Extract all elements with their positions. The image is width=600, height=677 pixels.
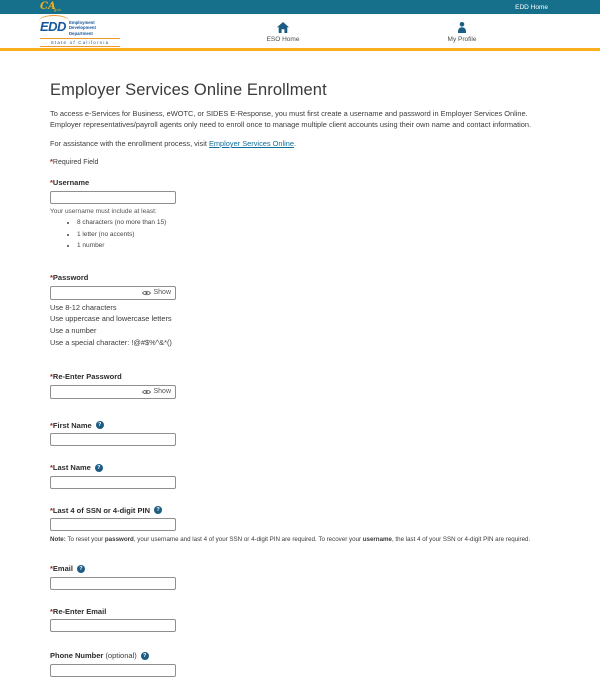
edd-acronym: EDD [40,19,66,34]
username-input[interactable] [50,191,176,204]
person-icon [422,21,502,33]
email-help-icon[interactable]: ? [77,565,85,573]
employer-services-online-link[interactable]: Employer Services Online [208,139,294,149]
username-rule: • 1 number [77,242,550,249]
email-field-group [50,564,550,590]
reenter-password-field-group [50,372,550,399]
username-field-group [50,178,550,249]
first-name-input[interactable] [50,433,176,446]
main-content [0,51,600,677]
phone-label: Phone Number (optional) [50,651,137,661]
edd-home-link[interactable]: EDD Home [515,3,548,11]
password-label: *Password [50,273,89,283]
edd-dept-lines: Employment Development Department [68,19,96,36]
password-field-group [50,273,550,347]
assistance-text: For assistance with the enrollment process, visit Employer Services Online. [50,139,297,149]
eye-icon [142,290,151,296]
phone-field-group [50,651,550,677]
required-field-note: *Required Field [50,157,99,167]
password-input-wrap [50,286,176,300]
username-rules-list [50,219,550,249]
password-rule: Use 8-12 characters [50,302,117,312]
reenter-email-field-group [50,607,550,633]
first-name-help-icon[interactable]: ? [96,421,104,429]
email-input[interactable] [50,577,176,590]
ssn-pin-input[interactable] [50,518,176,531]
nav-eso-home[interactable] [243,21,323,43]
reenter-password-input[interactable] [51,386,140,398]
ca-gov-sub: gov [53,6,62,12]
home-icon [243,21,323,33]
eye-icon [142,389,151,395]
email-label: *Email [50,564,73,574]
brand-band [0,14,600,51]
last-name-help-icon[interactable]: ? [95,464,103,472]
ca-gov-script: CA [40,1,56,12]
username-label: *Username [50,178,90,188]
intro-text: To access e-Services for Business, eWOTC, or SIDES E-Response, you must first create a username and password in Employer Services Online. Employer representatives/payroll agents only need to enroll once to manage multiple client accounts using their own name and contact information. [50,109,532,129]
last-name-input[interactable] [50,476,176,489]
first-name-field-group [50,421,550,447]
ssn-pin-label: *Last 4 of SSN or 4-digit PIN [50,505,151,515]
edd-logo[interactable] [40,18,120,47]
first-name-label: *First Name [50,420,92,430]
ca-gov-logo[interactable] [40,2,62,12]
phone-help-icon[interactable]: ? [141,652,149,660]
reenter-email-input[interactable] [50,619,176,632]
last-name-field-group [50,463,550,489]
reenter-password-input-wrap [50,385,176,399]
nav-my-profile-label: My Profile [447,36,477,43]
password-rule: Use a number [50,326,97,336]
utility-bar [0,0,600,14]
password-input[interactable] [51,287,140,299]
last-name-label: *Last Name [50,463,91,473]
page-title: Employer Services Online Enrollment [50,81,327,99]
nav-my-profile[interactable] [422,21,502,43]
username-rule: • 1 letter (no accents) [77,231,550,238]
username-rules-intro: Your username must include at least: [50,207,157,215]
reenter-password-label: *Re-Enter Password [50,372,122,382]
username-rule: • 8 characters (no more than 15) [77,219,550,226]
reenter-email-label: *Re-Enter Email [50,606,107,616]
ssn-pin-note: Note: To reset your password, your username and last 4 of your SSN or 4-digit PIN are required. To recover your username, the last 4 of your SSN or 4-digit PIN are required. [50,536,531,544]
edd-state-line: State of California [40,38,120,47]
password-show-button[interactable]: Show [140,289,175,296]
ssn-pin-help-icon[interactable]: ? [154,506,162,514]
ssn-pin-field-group [50,506,550,545]
phone-input[interactable] [50,664,176,677]
password-rules [50,303,550,348]
password-rule: Use uppercase and lowercase letters [50,314,172,324]
reenter-password-show-button[interactable]: Show [140,388,175,395]
password-rule: Use a special character: !@#$%^&*() [50,338,172,348]
nav-eso-home-label: ESO Home [266,36,300,43]
edd-logo-arc [39,15,69,21]
